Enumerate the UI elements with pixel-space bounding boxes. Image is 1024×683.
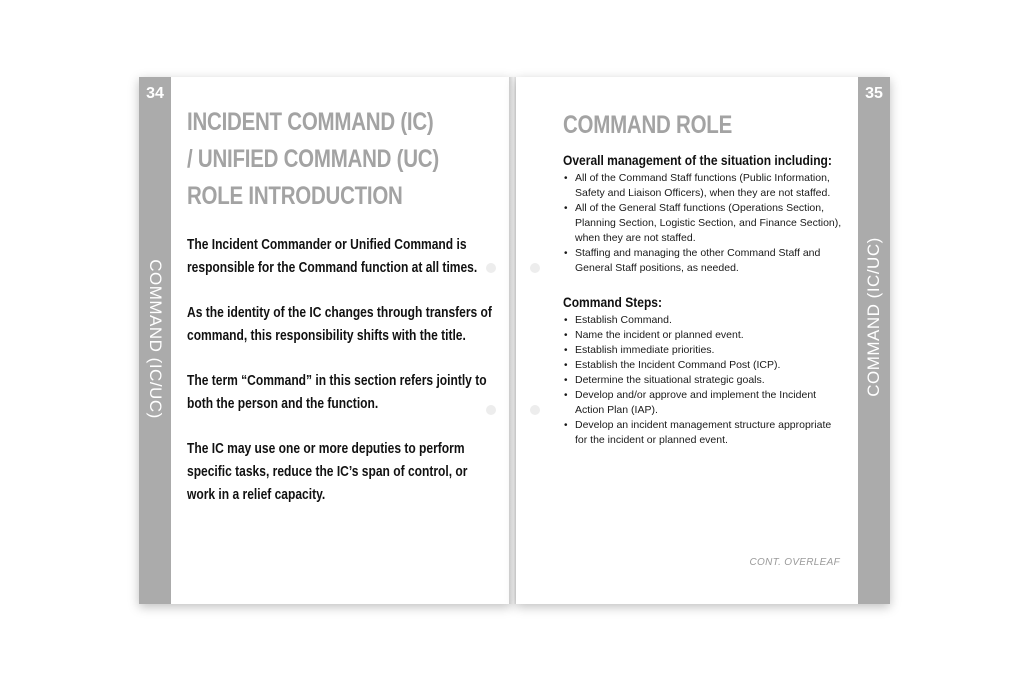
list-item: [563, 418, 863, 448]
left-heading-line-1: INCIDENT COMMAND (IC): [187, 108, 434, 136]
list-item-line: • Determine the situational strategic goals.: [575, 374, 765, 386]
list-item-line: Action Plan (IAP).: [575, 404, 658, 416]
right-content: [563, 107, 863, 448]
left-page: [139, 77, 511, 604]
list-item-line: • Staffing and managing the other Command Staff and: [575, 247, 821, 259]
list-item: [563, 328, 863, 343]
binding-hole: [486, 405, 496, 415]
left-side-label: COMMAND (IC/UC): [146, 259, 165, 419]
management-list: [563, 171, 863, 276]
intro-paragraph-1: [187, 234, 478, 280]
list-item: [563, 171, 863, 201]
list-item-line: Planning Section, Logistic Section, and Finance Section),: [575, 217, 842, 229]
list-item-line: General Staff positions, as needed.: [575, 262, 739, 274]
list-item: [563, 201, 863, 246]
paragraph-line: As the identity of the IC changes through transfers of: [187, 305, 492, 321]
left-heading-line-2: / UNIFIED COMMAND (UC): [187, 145, 439, 173]
binding-hole: [486, 263, 496, 273]
intro-paragraph-4: [187, 438, 468, 507]
paragraph-line: work in a relief capacity.: [187, 487, 326, 503]
right-side-label: COMMAND (IC/UC): [864, 237, 883, 397]
list-item-line: for the incident or planned event.: [575, 434, 728, 446]
list-item-line: • All of the Command Staff functions (Public Information,: [575, 172, 830, 184]
list-item: [563, 373, 863, 388]
list-item-line: • Establish the Incident Command Post (ICP).: [575, 359, 781, 371]
list-item-line: • Establish Command.: [575, 314, 672, 326]
paragraph-line: both the person and the function.: [187, 396, 379, 412]
paragraph-line: specific tasks, reduce the IC’s span of control, or: [187, 464, 468, 480]
left-page-number: 34: [146, 85, 164, 102]
right-page-number: 35: [865, 85, 883, 102]
list-item-line: Safety and Liaison Officers), when they are not staffed.: [575, 187, 831, 199]
binding-hole: [530, 405, 540, 415]
intro-paragraph-2: [187, 302, 492, 348]
list-item: [563, 246, 863, 276]
list-item-line: • All of the General Staff functions (Operations Section,: [575, 202, 825, 214]
left-heading-line-3: ROLE INTRODUCTION: [187, 182, 403, 210]
left-heading-block: [187, 104, 487, 215]
list-item: [563, 313, 863, 328]
paragraph-line: responsible for the Command function at all times.: [187, 260, 478, 276]
list-item: [563, 388, 863, 418]
list-item-line: • Develop and/or approve and implement the Incident: [575, 389, 817, 401]
list-item: [563, 343, 863, 358]
list-item: [563, 358, 863, 373]
management-subheading: Overall management of the situation including:: [563, 152, 832, 168]
command-steps-subheading: Command Steps:: [563, 294, 663, 310]
list-item-line: when they are not staffed.: [575, 232, 696, 244]
left-body: [187, 234, 492, 529]
left-page-side-tab: [139, 77, 171, 604]
right-heading: COMMAND ROLE: [563, 111, 733, 139]
list-item-line: • Name the incident or planned event.: [575, 329, 744, 341]
continued-overleaf-note: CONT. OVERLEAF: [749, 557, 840, 568]
intro-paragraph-3: [187, 370, 487, 416]
paragraph-line: The Incident Commander or Unified Command is: [187, 237, 467, 253]
binding-hole: [530, 263, 540, 273]
paragraph-line: The IC may use one or more deputies to perform: [187, 441, 465, 457]
right-page: [516, 77, 890, 604]
book-spread: [139, 77, 890, 606]
paragraph-line: The term “Command” in this section refers jointly to: [187, 373, 487, 389]
list-item-line: • Develop an incident management structure appropriate: [575, 419, 832, 431]
command-steps-list: [563, 313, 863, 448]
list-item-line: • Establish immediate priorities.: [575, 344, 715, 356]
paragraph-line: command, this responsibility shifts with the title.: [187, 328, 466, 344]
